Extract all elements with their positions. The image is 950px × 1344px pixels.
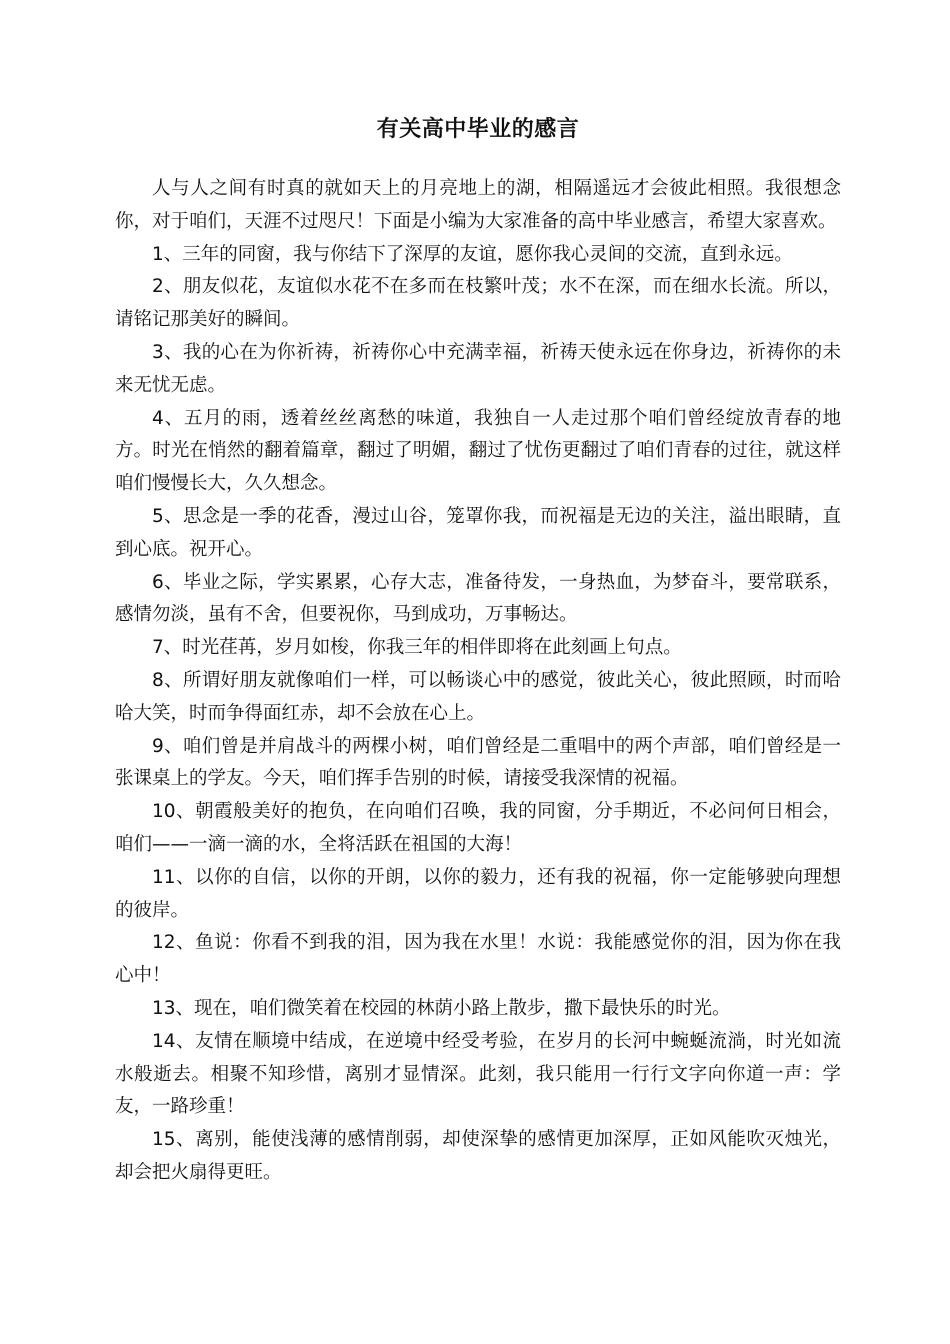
document-page — [115, 113, 841, 1190]
paragraph-item-14: 14、友情在顺境中结成，在逆境中经受考验，在岁月的长河中蜿蜒流淌，时光如流水般逝去。相聚不知珍惜，离别才显情深。此刻，我只能用一行行文字向你道一声：学友，一路珍重！ — [115, 1030, 841, 1118]
document-body — [115, 173, 841, 1190]
paragraph-item-13: 13、现在，咱们微笑着在校园的林荫小路上散步，撒下最快乐的时光。 — [152, 997, 731, 1019]
paragraph-item-7: 7、时光荏苒，岁月如梭，你我三年的相伴即将在此刻画上句点。 — [152, 637, 682, 659]
paragraph-item-15: 15、离别，能使浅薄的感情削弱，却使深挚的感情更加深厚，正如风能吹灭烛光，却会把火扇得更旺。 — [115, 1129, 841, 1183]
paragraph-item-9: 9、咱们曾是并肩战斗的两棵小树，咱们曾经是二重唱中的两个声部，咱们曾经是一张课桌上的学友。今天，咱们挥手告别的时候，请接受我深情的祝福。 — [115, 735, 841, 790]
paragraph-item-2: 2、朋友似花，友谊似水花不在多而在枝繁叶茂；水不在深，而在细水长流。所以，请铭记那美好的瞬间。 — [115, 276, 841, 331]
paragraph-item-12: 12、鱼说：你看不到我的泪，因为我在水里！水说：我能感觉你的泪，因为你在我心中！ — [115, 932, 841, 987]
paragraph-item-3: 3、我的心在为你祈祷，祈祷你心中充满幸福，祈祷天使永远在你身边，祈祷你的未来无忧无虑。 — [115, 341, 841, 396]
paragraph-item-10: 10、朝霞般美好的抱负，在向咱们召唤，我的同窗，分手期近，不必问何日相会，咱们——一滴一滴的水，全将活跃在祖国的大海！ — [115, 801, 841, 855]
paragraph-item-4: 4、五月的雨，透着丝丝离愁的味道，我独自一人走过那个咱们曾经绽放青春的地方。时光在悄然的翻着篇章，翻过了明媚，翻过了忧伤更翻过了咱们青春的过往，就这样咱们慢慢长大，久久想念。 — [115, 407, 841, 495]
paragraph-item-6: 6、毕业之际，学实累累，心存大志，准备待发，一身热血，为梦奋斗，要常联系，感情勿淡，虽有不舍，但要祝你，马到成功，万事畅达。 — [115, 571, 841, 626]
paragraph-intro: 人与人之间有时真的就如天上的月亮地上的湖，相隔遥远才会彼此相照。我很想念你，对于咱们，天涯不过咫尺！下面是小编为大家准备的高中毕业感言，希望大家喜欢。 — [115, 178, 841, 232]
paragraph-item-8: 8、所谓好朋友就像咱们一样，可以畅谈心中的感觉，彼此关心，彼此照顾，时而哈哈大笑，时而争得面红赤，却不会放在心上。 — [115, 669, 841, 724]
paragraph-item-5: 5、思念是一季的花香，漫过山谷，笼罩你我，而祝福是无边的关注，溢出眼睛，直到心底。祝开心。 — [115, 505, 841, 560]
page-title: 有关高中毕业的感言 — [376, 117, 580, 142]
paragraph-item-1: 1、三年的同窗，我与你结下了深厚的友谊，愿你我心灵间的交流，直到永远。 — [152, 243, 793, 265]
paragraph-item-11: 11、以你的自信，以你的开朗，以你的毅力，还有我的祝福，你一定能够驶向理想的彼岸。 — [115, 866, 841, 921]
